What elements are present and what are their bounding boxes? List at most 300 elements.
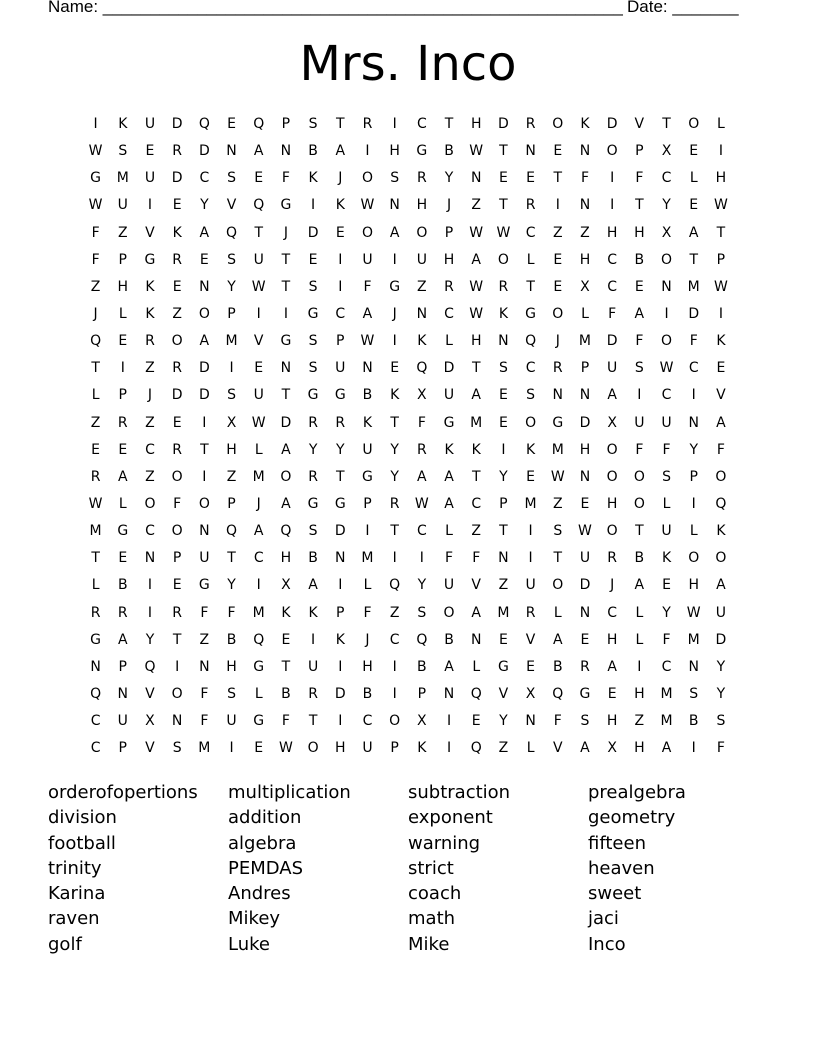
grid-letter: Y: [662, 604, 671, 621]
grid-letter: E: [254, 360, 264, 377]
grid-letter: T: [444, 116, 454, 132]
word-bank-item: heaven: [588, 857, 655, 879]
grid-letter: Z: [498, 740, 509, 757]
grid-letter: R: [362, 116, 373, 132]
grid-letter: S: [716, 713, 726, 730]
grid-letter: O: [552, 577, 564, 594]
word-bank-item: division: [48, 807, 117, 829]
grid-letter: X: [525, 685, 536, 702]
grid-letter: Y: [716, 685, 726, 702]
word-bank-item: Mikey: [228, 908, 281, 930]
grid-letter: R: [389, 495, 400, 512]
grid-letter: H: [606, 224, 618, 241]
grid-letter: E: [118, 550, 128, 567]
grid-letter: T: [689, 251, 698, 268]
word-bank: [48, 780, 768, 957]
grid-letter: U: [362, 441, 373, 458]
word-bank-item: football: [48, 832, 116, 854]
grid-letter: Q: [226, 523, 238, 540]
grid-letter: E: [91, 441, 101, 458]
grid-letter: O: [416, 224, 428, 241]
grid-letter: W: [496, 224, 511, 241]
grid-letter: I: [664, 305, 669, 322]
grid-letter: M: [252, 468, 265, 485]
grid-letter: A: [634, 577, 645, 594]
grid-letter: N: [579, 387, 591, 404]
grid-letter: T: [662, 116, 671, 132]
grid-letter: I: [392, 685, 397, 702]
grid-letter: E: [118, 333, 128, 350]
grid-letter: D: [171, 170, 183, 187]
grid-letter: K: [145, 278, 155, 295]
grid-letter: Y: [390, 468, 399, 485]
grid-letter: S: [118, 143, 128, 160]
grid-letter: Z: [471, 523, 482, 540]
grid-letter: R: [580, 658, 590, 675]
grid-letter: E: [471, 713, 481, 730]
grid-letter: S: [308, 523, 318, 540]
grid-letter: T: [471, 360, 481, 377]
grid-letter: Y: [200, 197, 209, 214]
grid-letter: F: [553, 713, 562, 730]
grid-letter: N: [144, 550, 156, 567]
grid-letter: O: [361, 170, 373, 187]
grid-letter: G: [525, 305, 537, 322]
grid-letter: E: [281, 631, 291, 648]
grid-letter: W: [659, 360, 674, 377]
grid-letter: J: [555, 333, 560, 350]
grid-letter: Q: [226, 224, 238, 241]
grid-letter: D: [688, 305, 700, 322]
grid-letter: C: [145, 523, 155, 540]
grid-letter: D: [171, 116, 183, 132]
grid-letter: K: [417, 333, 427, 350]
grid-letter: K: [145, 305, 155, 322]
grid-letter: Y: [499, 713, 508, 730]
grid-letter: R: [172, 604, 183, 621]
grid-letter: Z: [90, 278, 101, 295]
grid-letter: U: [362, 740, 373, 757]
grid-letter: S: [227, 685, 236, 702]
grid-letter: U: [443, 577, 455, 594]
grid-letter: M: [660, 713, 673, 730]
word-bank-item: raven: [48, 908, 100, 930]
grid-letter: U: [443, 387, 455, 404]
grid-letter: E: [118, 441, 128, 458]
grid-letter: T: [499, 197, 508, 214]
grid-letter: E: [308, 251, 318, 268]
grid-letter: N: [280, 143, 292, 160]
grid-letter: X: [417, 713, 427, 730]
grid-letter: Q: [90, 685, 102, 702]
grid-letter: V: [498, 685, 509, 702]
grid-letter: W: [360, 197, 375, 214]
grid-letter: H: [634, 740, 645, 757]
grid-letter: U: [525, 577, 536, 594]
grid-letter: O: [497, 251, 509, 268]
grid-letter: D: [198, 360, 210, 377]
grid-letter: L: [689, 170, 698, 187]
grid-letter: I: [610, 197, 615, 214]
word-bank-item: Inco: [588, 933, 626, 955]
grid-letter: J: [93, 305, 98, 322]
grid-letter: Z: [417, 278, 427, 295]
grid-letter: I: [501, 441, 506, 458]
grid-letter: N: [470, 170, 482, 187]
grid-letter: G: [307, 495, 319, 512]
word-bank-item: golf: [48, 933, 82, 955]
grid-letter: F: [662, 441, 671, 458]
grid-letter: H: [715, 170, 727, 187]
grid-letter: M: [116, 170, 129, 187]
grid-letter: H: [606, 713, 618, 730]
grid-letter: T: [553, 550, 563, 567]
grid-letter: M: [524, 495, 537, 512]
grid-letter: U: [117, 713, 128, 730]
grid-letter: G: [117, 523, 129, 540]
grid-letter: U: [253, 251, 264, 268]
grid-letter: R: [308, 468, 318, 485]
grid-letter: P: [444, 224, 454, 241]
grid-letter: F: [200, 713, 209, 730]
grid-letter: S: [390, 170, 400, 187]
grid-letter: W: [578, 523, 592, 540]
grid-letter: P: [635, 143, 644, 160]
grid-letter: A: [634, 305, 645, 322]
grid-letter: I: [691, 495, 696, 512]
grid-letter: A: [471, 251, 481, 268]
grid-letter: O: [171, 333, 183, 350]
grid-letter: F: [635, 333, 644, 350]
grid-letter: I: [120, 360, 125, 377]
grid-letter: A: [308, 577, 318, 594]
grid-letter: W: [713, 278, 728, 295]
grid-letter: A: [281, 441, 291, 458]
grid-letter: O: [171, 523, 183, 540]
grid-letter: I: [691, 740, 696, 757]
grid-letter: L: [526, 740, 535, 757]
grid-letter: A: [471, 387, 481, 404]
grid-letter: Q: [715, 495, 727, 512]
grid-letter: W: [360, 333, 375, 350]
grid-letter: T: [91, 550, 100, 567]
grid-letter: Z: [471, 197, 482, 214]
grid-letter: S: [526, 387, 536, 404]
grid-letter: C: [389, 631, 400, 648]
grid-letter: X: [281, 577, 291, 594]
word-bank-item: Andres: [228, 883, 291, 905]
grid-letter: H: [226, 658, 237, 675]
grid-letter: K: [471, 441, 481, 458]
grid-letter: I: [229, 740, 234, 757]
grid-letter: I: [175, 658, 180, 675]
grid-letter: H: [335, 740, 346, 757]
grid-letter: C: [444, 305, 454, 322]
grid-letter: B: [634, 251, 645, 268]
word-bank-item: addition: [228, 807, 302, 829]
grid-letter: I: [392, 658, 397, 675]
grid-letter: L: [91, 577, 100, 594]
grid-letter: O: [389, 713, 401, 730]
grid-letter: T: [172, 631, 182, 648]
grid-letter: M: [578, 333, 592, 350]
grid-letter: S: [227, 170, 236, 187]
grid-letter: N: [525, 143, 536, 160]
grid-letter: G: [144, 251, 156, 268]
grid-letter: C: [607, 278, 618, 295]
grid-letter: O: [633, 495, 645, 512]
grid-letter: E: [199, 251, 209, 268]
grid-letter: X: [661, 224, 672, 241]
word-bank-item: algebra: [228, 832, 297, 854]
grid-letter: Z: [634, 713, 645, 730]
grid-letter: J: [147, 387, 153, 404]
grid-letter: Z: [552, 495, 563, 512]
grid-letter: D: [280, 414, 292, 431]
grid-letter: A: [552, 631, 563, 648]
grid-letter: I: [338, 278, 343, 295]
grid-letter: A: [688, 224, 699, 241]
grid-letter: N: [171, 713, 183, 730]
grid-letter: D: [579, 414, 591, 431]
grid-letter: V: [145, 740, 155, 757]
grid-letter: C: [145, 441, 155, 458]
grid-letter: A: [444, 495, 454, 512]
grid-letter: A: [117, 468, 128, 485]
grid-letter: E: [227, 116, 236, 132]
grid-letter: U: [307, 658, 319, 675]
grid-letter: E: [662, 577, 671, 594]
grid-letter: R: [444, 278, 454, 295]
grid-letter: W: [550, 468, 565, 485]
date-field-line: Date: _______: [627, 0, 739, 16]
grid-letter: O: [661, 251, 673, 268]
grid-letter: W: [88, 143, 103, 160]
grid-letter: L: [91, 387, 100, 404]
grid-letter: S: [308, 116, 318, 132]
grid-letter: Q: [416, 360, 428, 377]
grid-letter: N: [335, 550, 346, 567]
grid-letter: C: [661, 387, 672, 404]
grid-letter: F: [281, 713, 290, 730]
grid-letter: N: [362, 360, 373, 377]
grid-letter: E: [634, 278, 644, 295]
grid-letter: C: [416, 523, 427, 540]
name-field-line: Name: _______________________________________________________: [48, 0, 623, 16]
grid-letter: O: [633, 468, 645, 485]
grid-letter: G: [389, 278, 401, 295]
grid-letter: H: [362, 658, 373, 675]
grid-letter: U: [661, 523, 672, 540]
grid-letter: B: [362, 387, 373, 404]
grid-letter: G: [362, 468, 373, 485]
grid-letter: N: [661, 278, 672, 295]
grid-letter: A: [716, 414, 726, 431]
grid-letter: O: [171, 685, 183, 702]
grid-letter: R: [172, 143, 183, 160]
grid-letter: P: [227, 305, 236, 322]
grid-letter: H: [579, 251, 591, 268]
grid-letter: E: [689, 143, 699, 160]
grid-letter: Q: [90, 333, 102, 350]
grid-letter: P: [363, 495, 372, 512]
grid-letter: E: [172, 577, 182, 594]
grid-letter: C: [416, 116, 427, 132]
grid-letter: T: [553, 170, 563, 187]
grid-letter: Z: [145, 360, 155, 377]
grid-letter: G: [307, 305, 319, 322]
grid-letter: N: [90, 658, 101, 675]
grid-letter: E: [580, 631, 590, 648]
word-bank-item: exponent: [408, 807, 493, 829]
grid-letter: O: [198, 305, 210, 322]
grid-letter: B: [117, 577, 128, 594]
grid-letter: K: [335, 197, 345, 214]
grid-letter: G: [90, 170, 102, 187]
grid-letter: F: [716, 441, 725, 458]
grid-letter: S: [417, 604, 427, 621]
grid-letter: J: [365, 631, 370, 648]
grid-letter: O: [606, 143, 618, 160]
grid-letter: A: [253, 143, 264, 160]
grid-letter: R: [525, 604, 536, 621]
grid-letter: Y: [417, 577, 427, 594]
grid-letter: W: [88, 197, 103, 214]
grid-letter: I: [365, 143, 370, 160]
grid-letter: F: [363, 278, 372, 295]
grid-letter: E: [145, 143, 155, 160]
grid-letter: R: [145, 333, 155, 350]
grid-letter: Z: [172, 305, 182, 322]
grid-letter: Q: [525, 333, 537, 350]
grid-letter: K: [444, 441, 454, 458]
grid-letter: L: [118, 305, 127, 322]
grid-letter: M: [361, 550, 374, 567]
grid-letter: B: [444, 143, 454, 160]
grid-letter: K: [526, 441, 536, 458]
grid-letter: F: [635, 441, 644, 458]
grid-letter: N: [199, 278, 210, 295]
grid-letter: W: [713, 197, 728, 214]
grid-letter: F: [91, 224, 100, 241]
grid-letter: G: [280, 333, 292, 350]
grid-letter: Y: [689, 441, 698, 458]
grid-letter: D: [443, 360, 455, 377]
grid-letter: X: [417, 387, 427, 404]
grid-letter: I: [392, 550, 397, 567]
word-bank-item: PEMDAS: [228, 857, 304, 879]
word-bank-item: geometry: [588, 807, 676, 829]
grid-letter: L: [254, 685, 263, 702]
grid-letter: I: [147, 197, 153, 214]
grid-letter: Y: [308, 441, 318, 458]
grid-letter: G: [307, 387, 319, 404]
grid-letter: S: [662, 468, 671, 485]
word-bank-item: subtraction: [408, 782, 511, 803]
grid-letter: G: [416, 143, 428, 160]
grid-letter: W: [278, 740, 293, 757]
grid-letter: A: [281, 495, 291, 512]
grid-letter: O: [198, 495, 210, 512]
word-bank-item: strict: [408, 857, 454, 879]
grid-letter: P: [118, 658, 127, 675]
grid-letter: R: [335, 414, 346, 431]
grid-letter: C: [661, 658, 672, 675]
word-bank-item: prealgebra: [588, 782, 686, 803]
grid-letter: F: [662, 631, 671, 648]
grid-letter: T: [336, 468, 345, 485]
grid-letter: H: [470, 116, 482, 132]
grid-letter: Q: [416, 631, 428, 648]
grid-letter: B: [552, 658, 563, 675]
grid-letter: H: [470, 333, 482, 350]
grid-letter: L: [445, 523, 453, 540]
grid-letter: Y: [499, 468, 508, 485]
grid-letter: E: [689, 197, 699, 214]
grid-letter: K: [417, 740, 427, 757]
grid-letter: G: [90, 631, 102, 648]
grid-letter: B: [308, 143, 318, 160]
grid-letter: I: [338, 713, 343, 730]
word-bank-item: jaci: [588, 908, 619, 930]
grid-letter: A: [253, 523, 264, 540]
grid-letter: S: [498, 360, 508, 377]
grid-letter: Z: [498, 577, 509, 594]
grid-letter: F: [445, 550, 454, 567]
grid-letter: P: [281, 116, 291, 132]
grid-letter: K: [118, 116, 128, 132]
word-bank-item: coach: [408, 883, 462, 905]
grid-letter: G: [253, 658, 265, 675]
grid-letter: U: [144, 116, 156, 132]
grid-letter: N: [552, 387, 564, 404]
grid-letter: O: [525, 414, 537, 431]
grid-letter: R: [607, 550, 618, 567]
grid-letter: T: [281, 658, 291, 675]
grid-letter: F: [281, 170, 290, 187]
grid-letter: W: [469, 143, 484, 160]
grid-letter: V: [226, 197, 237, 214]
grid-letter: Y: [444, 170, 454, 187]
grid-letter: F: [173, 495, 182, 512]
grid-letter: E: [254, 170, 264, 187]
grid-letter: V: [253, 333, 264, 350]
grid-letter: U: [661, 414, 672, 431]
grid-letter: F: [200, 604, 209, 621]
grid-letter: R: [90, 468, 101, 485]
grid-letter: K: [580, 116, 590, 132]
grid-letter: A: [444, 658, 454, 675]
grid-letter: A: [199, 333, 210, 350]
grid-letter: B: [281, 685, 291, 702]
grid-letter: D: [606, 333, 618, 350]
grid-letter: L: [526, 251, 535, 268]
grid-letter: I: [256, 577, 261, 594]
grid-letter: A: [199, 224, 210, 241]
grid-letter: K: [661, 550, 672, 567]
grid-letter: M: [252, 604, 265, 621]
grid-letter: I: [718, 305, 723, 322]
grid-letter: O: [688, 116, 700, 132]
grid-letter: X: [607, 740, 617, 757]
grid-letter: R: [552, 360, 563, 377]
grid-letter: A: [417, 468, 427, 485]
grid-letter: R: [117, 414, 128, 431]
grid-letter: H: [688, 577, 699, 594]
grid-letter: W: [414, 495, 429, 512]
grid-letter: E: [335, 224, 345, 241]
grid-letter: G: [334, 495, 346, 512]
